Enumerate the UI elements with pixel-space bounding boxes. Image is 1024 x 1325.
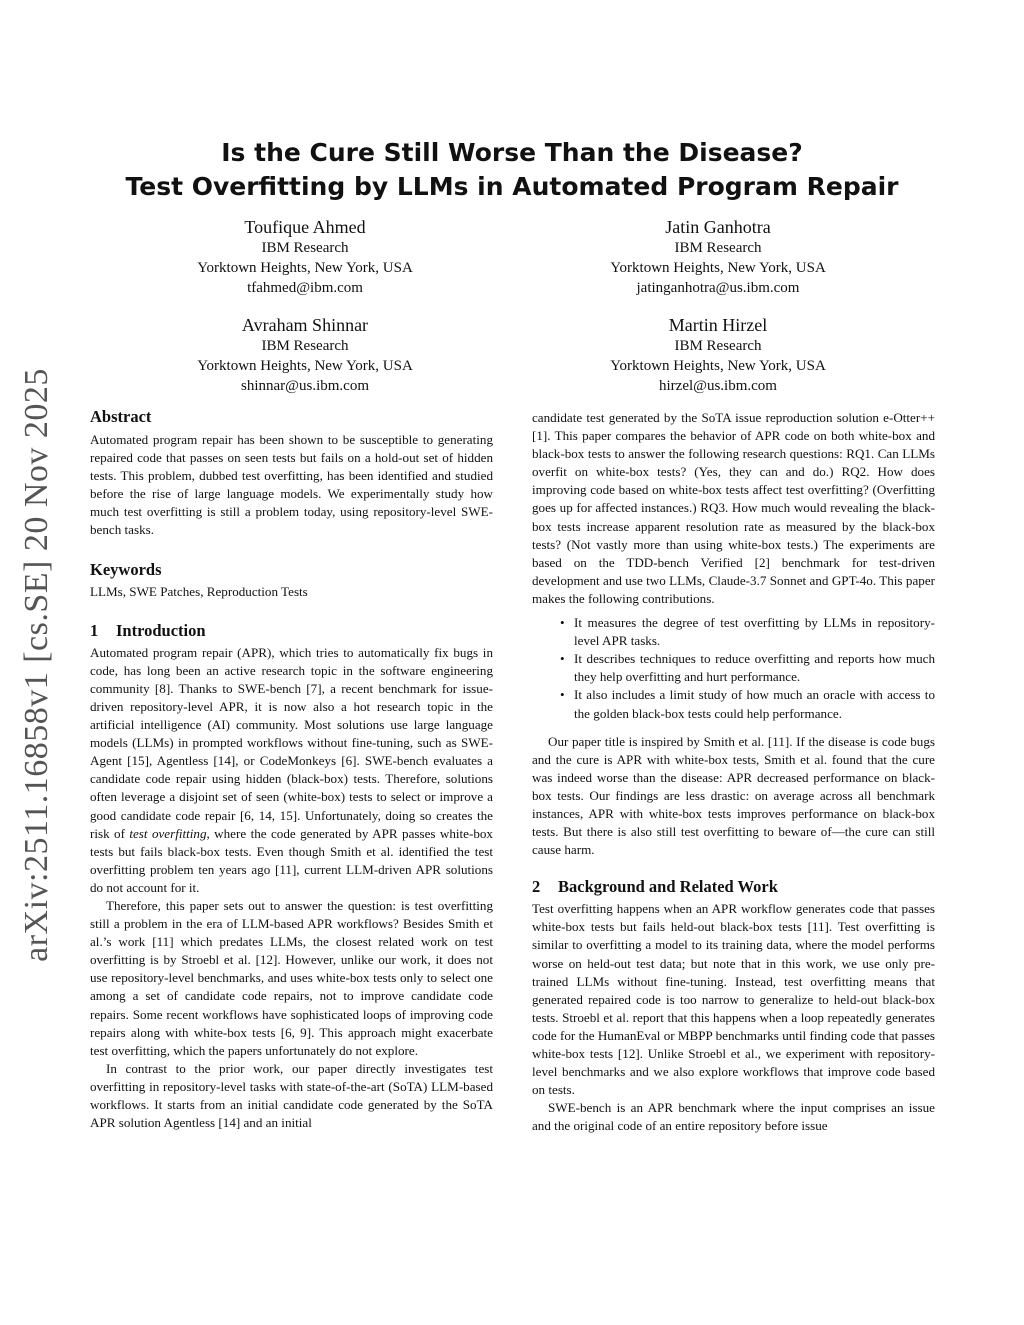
keywords-text: LLMs, SWE Patches, Reproduction Tests: [90, 583, 308, 599]
author-name: Avraham Shinnar: [241, 315, 369, 335]
intro-paragraph-2: Therefore, this paper sets out to answer the question: is test overfitting still a problem in the era of LLM-based APR workflows? Besides Smith et al.’s work [11] which predates LLMs, the closest related work on test overfitting is by Stroebl et al. [12]. However, unlike our work, it does not use repository-level benchmarks, and uses white-box tests only to select one among a set of candidate code repairs, not to improve candidate code repairs. Some recent workflows have sophisticated loops of improving code repairs along with white-box tests [6, 9]. This approach might exacerbate test overfitting, which the papers unfortunately do not explore.: [90, 897, 493, 1058]
author-name: Toufique Ahmed: [244, 217, 366, 237]
author-location: Yorktown Heights, New York, USA: [197, 358, 413, 374]
title-line-2: Test Overfitting by LLMs in Automated Program Repair: [125, 172, 899, 201]
author-affiliation: IBM Research: [674, 240, 762, 256]
intro-paragraph-1-text: Automated program repair (APR), which tries to automatically fix bugs in code, has long been an active research topic in the software engineering community [8]. Thanks to SWE-bench [7], a recent benchmark for issue-driven repository-level APR, it is now also a hot research topic in the artificial intelligence (AI) community. Most solutions use large language models (LLMs) in prompted workflows without fine-tuning, such as SWE-Agent [15], Agentless [14], or CodeMonkeys [6]. SWE-bench evaluates a candidate code repair using hidden (black-box) tests. Therefore, solutions often leverage a disjoint set of seen (white-box) tests to select or improve a good candidate code repair [6, 14, 15]. Unfortunately, doing so creates the risk of: [90, 644, 493, 841]
author-location: Yorktown Heights, New York, USA: [197, 260, 413, 276]
list-item: • It also includes a limit study of how much an oracle with access to the golden black-box tests could help performance.: [574, 686, 935, 722]
section-heading-background: [532, 877, 935, 897]
emphasis-term: test overfitting: [129, 825, 207, 841]
list-item: • It describes techniques to reduce overfitting and reports how much they help overfitting and hurt performance.: [574, 650, 935, 686]
intro-paragraph-4: candidate test generated by the SoTA issue reproduction solution e-Otter++ [1]. This paper compares the behavior of APR code on both white-box and black-box tests to answer the following research questions: RQ1. Can LLMs overfit on white-box tests? (Yes, they can and do.) RQ2. How does improving code based on white-box tests affect test overfitting? (Overfitting goes up for affected instances.) RQ3. How much would revealing the black-box tests increase apparent resolution rate as measured by the black-box tests? (Not vastly more than using white-box tests.) The experiments are based on the TDD-bench Verified [2] benchmark for test-driven development and use two LLMs, Claude-3.7 Sonnet and GPT-4o. This paper makes the following contributions.: [532, 410, 935, 606]
arxiv-sidebar: [12, 370, 62, 960]
section-title: Introduction: [116, 620, 206, 640]
section-heading-introduction: [90, 621, 493, 641]
section-number: 1: [90, 620, 99, 640]
abstract-text: Automated program repair has been shown to be susceptible to generating repaired code that passes on seen tests but fails on a hold-out set of hidden tests. This problem, dubbed test overfitting, has been identified and studied before the rise of large language models. We experimentally study how much test overfitting is still a problem today, using repository-level SWE-bench tasks.: [90, 432, 493, 538]
paper-title: [0, 136, 1024, 204]
author-block-1: [160, 216, 450, 298]
author-block-4: [573, 314, 863, 396]
left-column: [90, 407, 493, 1132]
intro-paragraph-1-text-continued: , where the code generated by APR passes white-box tests but fails black-box tests. Even though Smith et al. identified the test overfitting problem ten years ago [11], current LLM-driven APR solutions do not account for it.: [90, 825, 493, 895]
author-location: Yorktown Heights, New York, USA: [610, 358, 826, 374]
intro-paragraph-1: [90, 644, 493, 897]
title-line-1: Is the Cure Still Worse Than the Disease?: [221, 138, 803, 167]
background-paragraph-1: Test overfitting happens when an APR workflow generates code that passes white-box tests but fails held-out black-box tests [11]. Test overfitting is similar to overfitting a model to its training data, where the model performs worse on held-out test data; but note that in this work, we use only pre-trained LLMs without fine-tuning. Instead, test overfitting means that generated repaired code is too narrow to generalize to held-out black-box tests. Stroebl et al. report that this happens when a loop repeatedly generates code for the HumanEval or MBPP benchmarks until finding code that passes white-box tests [12]. Unlike Stroebl et al., we experiment with repository-level benchmarks and we also explore workflows that improve code based on tests.: [532, 901, 935, 1098]
section-title: Background and Related Work: [558, 877, 778, 897]
intro-paragraph-3: In contrast to the prior work, our paper directly investigates test overfitting in repository-level tasks with state-of-the-art (SoTA) LLM-based workflows. It starts from an initial candidate code generated by the SoTA APR solution Agentless [14] and an initial: [90, 1060, 493, 1131]
author-affiliation: IBM Research: [674, 338, 762, 354]
author-name: Martin Hirzel: [668, 315, 768, 335]
abstract-heading: Abstract: [90, 407, 152, 426]
list-item: • It measures the degree of test overfitting by LLMs in repository-level APR tasks.: [574, 614, 935, 650]
arxiv-identifier: arXiv:2511.16858v1 [cs.SE] 20 Nov 2025: [18, 368, 55, 962]
author-location: Yorktown Heights, New York, USA: [610, 260, 826, 276]
contributions-list: [532, 614, 935, 723]
author-name: Jatin Ganhotra: [665, 217, 771, 237]
background-paragraph-2: SWE-bench is an APR benchmark where the input comprises an issue and the original code of an entire repository before issue: [532, 1100, 935, 1134]
author-affiliation: IBM Research: [261, 240, 349, 256]
right-column: [532, 409, 935, 1135]
author-email: hirzel@us.ibm.com: [659, 378, 777, 394]
author-affiliation: IBM Research: [261, 338, 349, 354]
intro-paragraph-5: Our paper title is inspired by Smith et al. [11]. If the disease is code bugs and the cure is APR with white-box tests, Smith et al. found that the cure was indeed worse than the disease: APR decreased performance on black-box tests. Our findings are less drastic: on average across all benchmark instances, APR with white-box tests improves performance on black-box tests. But there is also still test overfitting to beware of—the cure can still cause harm.: [532, 733, 935, 858]
section-number: 2: [532, 877, 541, 897]
author-email: shinnar@us.ibm.com: [241, 378, 369, 394]
author-email: jatinganhotra@us.ibm.com: [636, 280, 800, 296]
author-block-3: [160, 314, 450, 396]
author-block-2: [573, 216, 863, 298]
author-email: tfahmed@ibm.com: [247, 280, 363, 296]
keywords-heading: Keywords: [90, 559, 162, 579]
